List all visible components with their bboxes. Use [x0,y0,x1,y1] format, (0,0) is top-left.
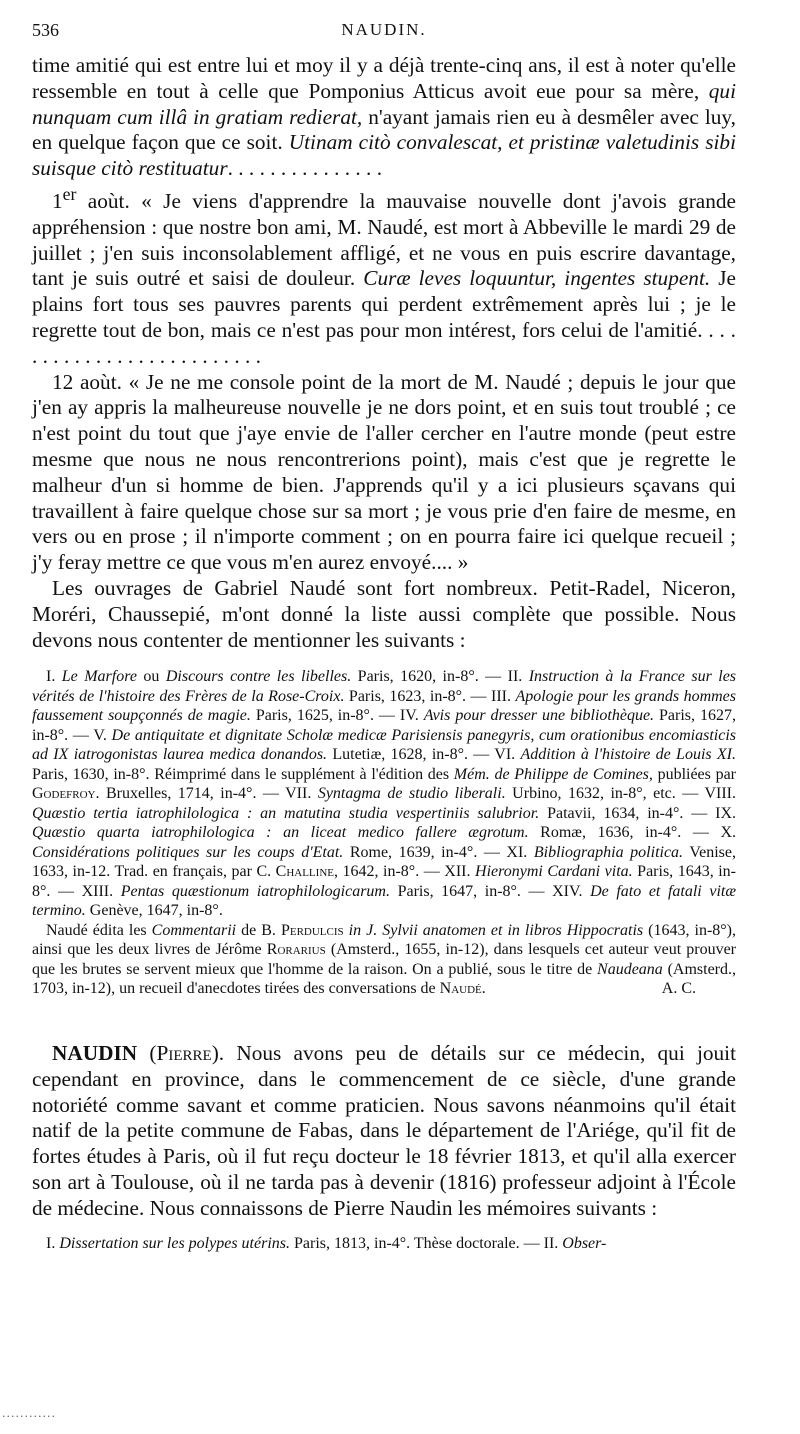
text-span: Naudé édita les [46,921,152,939]
text-span: , 1642, in-8°. — XII. [333,863,476,881]
work-title: Considérations politiques sur les coups d'Etat. [32,843,344,861]
footer-dots: ............ [2,1407,56,1420]
page-number: 536 [32,20,59,40]
work-title: Instruction à la France sur les vérités de l'histoire des Frères de la Rose-Croix. [32,668,737,705]
superscript: er [62,183,77,204]
text-span: Paris, 1813, in-4°. Thèse doctorale. — II. [290,1234,563,1252]
work-title: De antiquitate et dignitate Scholæ medicæ Parisiensis panegyris, cum orationibus encomiasticis ad IX iatrogonistas laurea medica donandos. [32,726,737,764]
text-span: (Amsterd., 1655, in-12), dans lesquels cet auteur veut prouver que les brutes se servent mieux que l'homme de la raison. On a publié, sous le titre de [32,941,736,978]
text-span: Romæ, 1636, in-4°. — X. [528,824,736,842]
text-span: Paris, 1625, in-8°. — IV. [250,707,424,725]
work-title: Discours contre les libelles. [165,668,352,686]
text-span: publiées par [652,765,736,783]
work-title: Dissertation sur les polypes utérins. [59,1234,290,1252]
text-span: (Amsterd., 1703, in-12), un recueil d'anecdotes tirées des conversations de [32,960,736,998]
entry-paragraph [32,1041,736,1222]
work-title: Avis pour dresser une bibliothèque. [423,707,655,725]
text-span: aoùt. « Je viens d'apprendre la mauvaise nouvelle dont j'avois grande appréhension : que nostre bon ami, M. Naudé, est mort à Abbeville le mardi 29 de juillet ; j'en suis inconsolablement affligé, et ne vous en puis escrire davantage, tant je suis outré et saisi de douleur. [32,189,736,291]
author-name: Perdulcis [280,921,344,939]
text-span: 1 [52,189,63,214]
latin-quote: Utinam citò convalescat, et pristinæ valetudinis sibi suisque citò restituatur [32,130,736,181]
text-span: Paris, 1623, in-8°. — III. [344,687,516,705]
work-title: Commentarii [151,921,237,939]
author-signature: A. C. [661,980,696,998]
text-span: Lutetiæ, 1628, in-8°. — VI. [327,746,521,764]
text-span: Patavii, 1634, in-4°. — IX. [539,804,736,822]
work-title: Bibliographia politica. [533,843,684,861]
works-list-note [32,667,736,999]
work-title: De fato et fatali vitæ termino. [32,882,737,920]
ellipsis-dots: . . . . . . . . . . . . . . . [227,156,383,181]
author-name: Rorarius [266,941,326,959]
text-span: Paris, 1620, in-8°. — II. [351,668,529,686]
paragraph-letter-1-aout [32,182,736,370]
text-span: Venise, 1633, in-12. Trad. en français, par C. [32,843,736,881]
text-span: time amitié qui est entre lui et moy il y a déjà trente-cinq ans, il est à noter qu'elle ressemble en tout à celle que Pomponius Atticus avoit eue pour sa mère, [32,53,736,103]
text-span: . [481,980,486,998]
work-title: Apologie pour les grands hommes faussement soupçonnés de magie. [32,687,737,725]
text-span: Je plains fort tous ses pauvres parents qui perdent extrêmement après lui ; je le regrette tout de bon, mais ce n'est pas pour mon intérest, fors celui de l'amitié. . . . . . . . . . . . . . . . . . . . . . . . . . [32,266,736,368]
text-span: Urbino, 1632, in-8°, etc. — VIII. [505,785,736,803]
latin-quote: Curæ leves loquuntur, ingentes stupent. [363,266,711,291]
text-span: Paris, 1630, in-8°. Réimprimé dans le supplément à l'édition des [32,765,454,783]
text-span: . Bruxelles, 1714, in-4°. — VII. [95,785,318,803]
text-span: de B. [236,921,281,939]
work-title: Obser- [562,1234,607,1252]
paragraph-works-intro: Les ouvrages de Gabriel Naudé sont fort nombreux. Petit-Radel, Niceron, Moréri, Chaussepié, m'ont donné la liste aussi complète que possible. Nous devons nous contenter de mentionner les suivants : [32,576,736,652]
entry-forename: (Pierre). [149,1040,225,1065]
text-span: ou [136,668,166,686]
paragraph-letter-12-aout: 12 aoùt. « Je ne me console point de la mort de M. Naudé ; depuis le jour que j'en ay appris la malheureuse nouvelle je ne dors point, et en suis tout troublé ; ce n'est point du tout que j'aye envie de l'aller cercher en l'autre monde (peut estre mesme que nous ne nous rencontrerions point), mais c'est que je regrette le malheur d'un si homme de bien. J'apprends qu'il y a ici plusieurs sçavans qui travaillent à faire quelque chose sur sa mort ; je vous prie d'en faire de mesme, en vers ou en prose ; il n'importe comment ; on en pourra faire ici quelque recueil ; j'y feray mettre ce que vous m'en aurez envoyé.... » [32,369,736,575]
work-title: Mém. de Philippe de Comines, [453,765,653,783]
text-span: Paris, 1647, in-8°. — XIV. [389,882,591,900]
work-title: Le Marfore [61,668,137,686]
author-name: Godefroy [32,785,96,803]
running-head: NAUDIN. [341,20,427,39]
paragraph-continuation [32,53,736,182]
entry-headword: NAUDIN [52,1040,138,1065]
work-title: in J. Sylvii anatomen et in libros Hippocratis [343,921,644,939]
entry-naudin [32,1041,736,1253]
text-span: Genève, 1647, in-8°. [85,902,223,920]
author-name: Challine [275,863,334,881]
work-title: Quæstio tertia iatrophilologica : an matutina studia vespertiniis salubrior. [32,804,540,822]
work-title: Quæstio quarta iatrophilologica : an liceat medico fallere ægrotum. [32,824,529,842]
text-span: (1643, in-8°), ainsi que les deux livres de Jérôme [32,921,736,959]
text-span: Rome, 1639, in-4°. — XI. [343,843,534,861]
text-span: Paris, 1627, in-8°. — V. [32,707,736,744]
page [32,20,736,1253]
text-span: I. [46,1234,60,1252]
text-span: n'ayant jamais rien eu à desmêler avec luy, en quelque façon que ce soit. [32,104,736,155]
work-title: Addition à l'histoire de Louis XI. [520,746,737,764]
main-text [32,53,736,653]
work-title: Naudeana [597,960,663,978]
page-header [32,20,736,50]
work-title: Syntagma de studio liberali. [317,785,506,803]
text-span: Paris, 1643, in-8°. — XIII. [32,863,737,900]
works-list [32,667,736,921]
entry-text: Nous avons peu de détails sur ce médecin, qui jouit cependant en province, dans le commencement de ce siècle, d'une grande notoriété comme savant et comme praticien. Nous savons néanmoins qu'il était natif de la petite commune de Fabas, dans le département de l'Ariége, qu'il fit de fortes études à Paris, où il fut reçu docteur le 18 février 1813, et qu'il alla exercer son art à Toulouse, où il ne tarda pas à devenir (1816) professeur adjoint à l'École de médecine. Nous connaissons de Pierre Naudin les mémoires suivants : [32,1040,736,1220]
latin-quote: qui nunquam cum illâ in gratiam redierat, [32,78,736,129]
work-title: Pentas quæstionum iatrophilologicarum. [120,882,390,900]
author-name: Naudé [439,980,482,998]
text-span: I. [46,668,62,686]
work-title: Hieronymi Cardani vita. [475,863,633,881]
entry-works-note [32,1234,736,1254]
